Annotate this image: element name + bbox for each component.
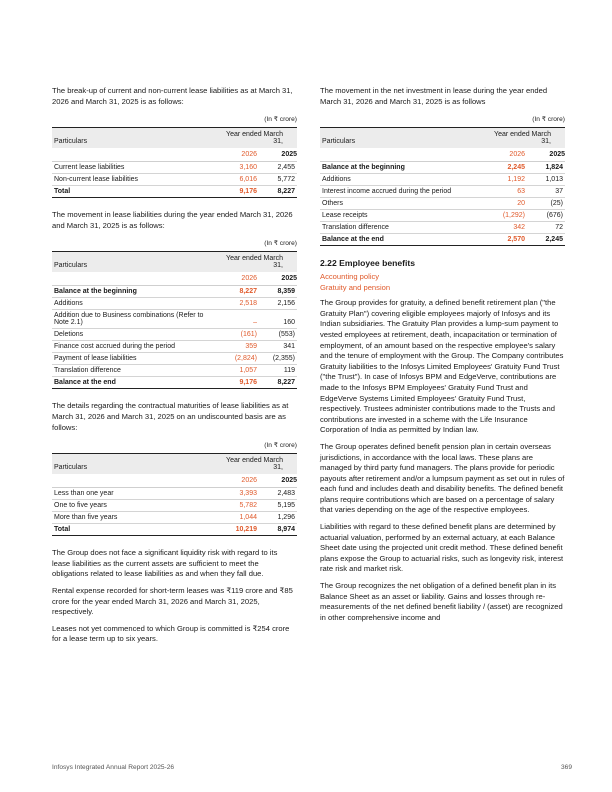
table-row xyxy=(52,174,297,186)
row-label: Less than one year xyxy=(52,488,219,500)
year-2026: 2026 xyxy=(487,148,525,162)
value-2025: 2,245 xyxy=(525,234,565,246)
year-2025: 2025 xyxy=(525,148,565,162)
row-label: Payment of lease liabilities xyxy=(52,353,219,365)
row-label: Interest income accrued during the period xyxy=(320,186,487,198)
value-2025: 8,974 xyxy=(257,524,297,536)
value-2026: 10,219 xyxy=(219,524,257,536)
lease-movement-table xyxy=(52,251,297,389)
rental-expense-paragraph: Rental expense recorded for short-term leases was ₹119 crore and ₹85 crore for the year ended March 31, 2026 and March 31, 2025, respectively. xyxy=(52,585,293,617)
value-2025: (553) xyxy=(257,329,297,341)
row-label: Lease receipts xyxy=(320,210,487,222)
row-label: Translation difference xyxy=(320,222,487,234)
value-2025: 5,195 xyxy=(257,500,297,512)
row-label: Translation difference xyxy=(52,365,219,377)
value-2026: 3,160 xyxy=(219,162,257,174)
value-2025: 2,483 xyxy=(257,488,297,500)
value-2026: – xyxy=(219,310,257,329)
value-2026: 359 xyxy=(219,341,257,353)
table-row xyxy=(52,500,297,512)
year-2025: 2025 xyxy=(257,272,297,286)
value-2026: 9,176 xyxy=(219,377,257,389)
value-2025: 5,772 xyxy=(257,174,297,186)
table-row xyxy=(52,512,297,524)
row-label: Total xyxy=(52,524,219,536)
year-2025: 2025 xyxy=(257,474,297,488)
value-2026: (2,824) xyxy=(219,353,257,365)
lease-breakup-intro: The break-up of current and non-current lease liabilities as at March 31, 2026 and March 31, 2025 is as follows: xyxy=(52,86,293,106)
table-header-row xyxy=(52,128,297,149)
value-2026: 5,782 xyxy=(219,500,257,512)
col-year: Year ended March 31, xyxy=(219,454,297,475)
value-2025: 341 xyxy=(257,341,297,353)
blank-cell xyxy=(52,272,219,286)
table-row xyxy=(320,162,565,174)
paragraph: Liabilities with regard to these defined benefit plans are determined by actuarial valuation, performed by an external actuary, at each Balance Sheet date using the projected unit credit method. These defined benefit plans expose the Group to actuarial risks, such as longevity risk, interest rate risk and market risk. xyxy=(320,522,564,574)
lease-breakup-table xyxy=(52,127,297,198)
table-row xyxy=(320,234,565,246)
table-header-row xyxy=(52,252,297,273)
value-2025: 1,013 xyxy=(525,174,565,186)
left-column xyxy=(52,86,297,651)
subheading-gratuity-pension: Gratuity and pension xyxy=(320,283,391,293)
maturities-table-block xyxy=(52,441,297,536)
value-2025: 160 xyxy=(257,310,297,329)
maturities-table xyxy=(52,453,297,536)
table-row xyxy=(320,222,565,234)
value-2026: 2,245 xyxy=(487,162,525,174)
table-header-row xyxy=(320,128,565,149)
table-years-row xyxy=(52,148,297,162)
table-row xyxy=(52,329,297,341)
value-2025: 72 xyxy=(525,222,565,234)
table-row xyxy=(320,174,565,186)
table-years-row xyxy=(52,474,297,488)
table-years-row xyxy=(320,148,565,162)
paragraph: The Group provides for gratuity, a defined benefit retirement plan ("the Gratuity Plan") covering eligible employees majorly of Infosys and its Indian subsidiaries. The Gratuity Plan provides a lump-sum payment to vested employees at retirement, death, incapacitation or termination of employment, of an amount based on the respective employee's salary and the tenure of employment with the Group. The Company contributes Gratuity liabilities to the Infosys Limited Employees' Gratuity Fund Trust ("the Trust"). In case of Infosys BPM and EdgeVerve, contributions are made to the Infosys BPM Employees' Gratuity Fund Trust and EdgeVerve Systems Limited Employees' Gratuity Fund Trust, respectively. Trustees administer contributions made to the Trusts and contributions are invested in a scheme with the Life Insurance Corporation of India as permitted by Indian law. xyxy=(320,298,564,435)
table-row xyxy=(52,186,297,198)
unit-label: (In ₹ crore) xyxy=(264,116,297,124)
table-row xyxy=(52,524,297,536)
footer-report-title: Infosys Integrated Annual Report 2025-26 xyxy=(52,764,175,771)
value-2026: 2,518 xyxy=(219,298,257,310)
row-label: Additions xyxy=(52,298,219,310)
blank-cell xyxy=(52,148,219,162)
leases-commitment-paragraph: Leases not yet commenced to which Group is committed is ₹254 crore for a lease term up to six years. xyxy=(52,623,290,644)
value-2025: 8,227 xyxy=(257,377,297,389)
table-header-row xyxy=(52,454,297,475)
value-2026: 9,176 xyxy=(219,186,257,198)
value-2025: 8,227 xyxy=(257,186,297,198)
lease-movement-table-block xyxy=(52,239,297,389)
row-label: Balance at the beginning xyxy=(52,286,219,298)
value-2026: (161) xyxy=(219,329,257,341)
row-label: Addition due to Business combinations (Refer to Note 2.1) xyxy=(52,310,219,329)
row-label: Balance at the end xyxy=(52,377,219,389)
maturities-intro: The details regarding the contractual maturities of lease liabilities as at March 31, 2026 and March 31, 2025 on an undiscounted basis are as follows: xyxy=(52,401,289,432)
table-row xyxy=(52,341,297,353)
row-label: Current lease liabilities xyxy=(52,162,219,174)
year-2026: 2026 xyxy=(219,148,257,162)
col-particulars: Particulars xyxy=(52,128,219,149)
col-year: Year ended March 31, xyxy=(219,128,297,149)
value-2026: 20 xyxy=(487,198,525,210)
liquidity-paragraph: The Group does not face a significant liquidity risk with regard to its lease liabilities as the current assets are sufficient to meet the obligations related to lease liabilities as and when they fall due. xyxy=(52,548,278,579)
value-2026: 1,192 xyxy=(487,174,525,186)
row-label: Total xyxy=(52,186,219,198)
col-particulars: Particulars xyxy=(52,454,219,475)
section-title: 2.22 Employee benefits xyxy=(320,258,416,269)
value-2025: 119 xyxy=(257,365,297,377)
col-particulars: Particulars xyxy=(320,128,487,149)
table-row xyxy=(52,286,297,298)
value-2026: 1,044 xyxy=(219,512,257,524)
year-2026: 2026 xyxy=(219,474,257,488)
unit-label: (In ₹ crore) xyxy=(264,240,297,248)
table-row xyxy=(52,353,297,365)
subheading-accounting-policy: Accounting policy xyxy=(320,272,380,282)
table-row xyxy=(52,488,297,500)
value-2026: 8,227 xyxy=(219,286,257,298)
value-2025: 37 xyxy=(525,186,565,198)
table-row xyxy=(52,298,297,310)
table-row xyxy=(320,210,565,222)
value-2025: (25) xyxy=(525,198,565,210)
blank-cell xyxy=(320,148,487,162)
value-2025: 1,296 xyxy=(257,512,297,524)
net-investment-table-block xyxy=(320,115,565,246)
net-investment-intro: The movement in the net investment in lease during the year ended March 31, 2026 and March 31, 2025 is as follows xyxy=(320,86,548,106)
value-2026: 6,016 xyxy=(219,174,257,186)
value-2026: 1,057 xyxy=(219,365,257,377)
row-label: More than five years xyxy=(52,512,219,524)
paragraph: The Group recognizes the net obligation of a defined benefit plan in its Balance Sheet as an asset or liability. Gains and losses through re-measurements of the net defined benefit liability / (asset) are recognized in other comprehensive income and xyxy=(320,581,563,622)
value-2026: 63 xyxy=(487,186,525,198)
table-row xyxy=(320,198,565,210)
value-2025: 8,359 xyxy=(257,286,297,298)
blank-cell xyxy=(52,474,219,488)
value-2026: 342 xyxy=(487,222,525,234)
value-2025: (2,355) xyxy=(257,353,297,365)
row-label: Balance at the end xyxy=(320,234,487,246)
paragraph: The Group operates defined benefit pension plan in certain overseas jurisdictions, in accordance with the local laws. These plans are managed by third party fund managers. The plans provide for periodic payouts after retirement and/or a lumpsum payment as set out in rules of each fund and includes death and disability benefits. The defined benefit plans require contributions which are based on a percentage of salary that varies depending on the age of the respective employees. xyxy=(320,441,565,515)
col-year: Year ended March 31, xyxy=(487,128,565,149)
page-number: 369 xyxy=(560,764,572,771)
value-2025: 1,824 xyxy=(525,162,565,174)
lease-movement-intro: The movement in lease liabilities during the year ended March 31, 2026 and March 31, 2025 is as follows: xyxy=(52,210,293,230)
value-2026: (1,292) xyxy=(487,210,525,222)
table-row xyxy=(52,365,297,377)
row-label: Deletions xyxy=(52,329,219,341)
value-2025: 2,455 xyxy=(257,162,297,174)
table-row xyxy=(52,162,297,174)
lease-breakup-table-block xyxy=(52,115,297,198)
unit-label: (In ₹ crore) xyxy=(264,442,297,450)
row-label: One to five years xyxy=(52,500,219,512)
row-label: Balance at the beginning xyxy=(320,162,487,174)
unit-label: (In ₹ crore) xyxy=(532,116,565,124)
row-label: Non-current lease liabilities xyxy=(52,174,219,186)
col-year: Year ended March 31, xyxy=(219,252,297,273)
col-particulars: Particulars xyxy=(52,252,219,273)
value-2025: 2,156 xyxy=(257,298,297,310)
row-label: Finance cost accrued during the period xyxy=(52,341,219,353)
value-2026: 3,393 xyxy=(219,488,257,500)
row-label: Others xyxy=(320,198,487,210)
year-2026: 2026 xyxy=(219,272,257,286)
right-column xyxy=(320,86,565,629)
value-2025: (676) xyxy=(525,210,565,222)
row-label: Additions xyxy=(320,174,487,186)
year-2025: 2025 xyxy=(257,148,297,162)
table-row xyxy=(52,310,297,329)
net-investment-table xyxy=(320,127,565,246)
table-years-row xyxy=(52,272,297,286)
value-2026: 2,570 xyxy=(487,234,525,246)
table-row xyxy=(320,186,565,198)
table-row xyxy=(52,377,297,389)
